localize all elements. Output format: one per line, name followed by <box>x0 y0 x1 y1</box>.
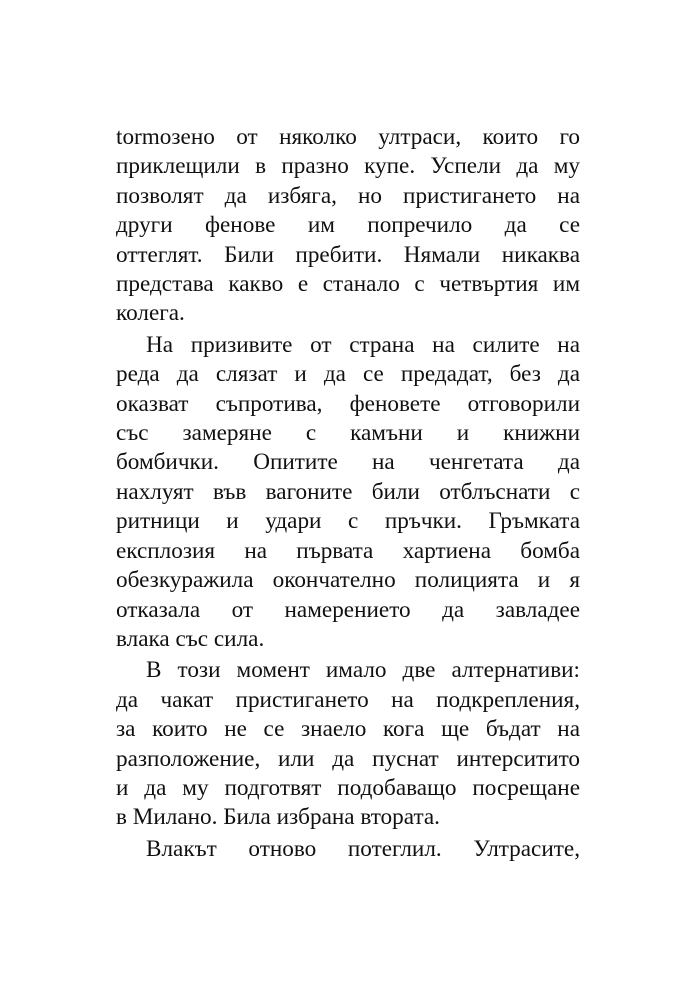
text-line: да чакат пристигането на подкрепления, <box>116 686 580 713</box>
text-line: обезкуражила окончателно полицията и я <box>116 567 580 594</box>
text-line: други фенове им попречило да се <box>116 212 580 239</box>
paragraph-2 <box>116 331 580 654</box>
text-line: Влакът отново потеглил. Ултрасите, <box>146 835 580 862</box>
text-line: за които не се знаело кога ще бъдат на <box>116 716 580 743</box>
text-line: позволят да избяга, но пристигането на <box>116 182 580 209</box>
paragraph-3 <box>116 656 580 832</box>
text-line: в Милано. Била избрана втората. <box>116 804 440 831</box>
text-line: tormозено от няколко ултраси, които го <box>116 124 580 150</box>
paragraph-1 <box>116 123 580 329</box>
text-line: представа какво е станало с четвъртия им <box>116 271 580 298</box>
text-line: и да му подготвят подобаващо посрещане <box>116 774 580 801</box>
text-line: оттеглят. Били пребити. Нямали никаква <box>116 241 580 268</box>
book-page <box>116 123 580 864</box>
text-line: На призивите от страна на силите на <box>146 331 580 358</box>
text-line: приклещили в празно купе. Успели да му <box>116 153 580 180</box>
text-line: оказват съпротива, феновете отговорили <box>116 390 580 417</box>
paragraph-4 <box>116 835 580 864</box>
text-line: отказала от намерението да завладее <box>116 596 580 623</box>
text-line: реда да слязат и да се предадат, без да <box>116 361 580 388</box>
text-line: В този момент имало две алтернативи: <box>146 657 580 684</box>
text-line: влака със сила. <box>116 625 265 652</box>
text-line: експлозия на първата хартиена бомба <box>116 537 580 564</box>
text-line: колега. <box>116 300 185 327</box>
text-line: ритници и удари с пръчки. Гръмката <box>116 508 580 535</box>
text-line: със замеряне с камъни и книжни <box>116 420 580 447</box>
text-line: нахлуят във вагоните били отблъснати с <box>116 478 580 505</box>
text-line: разположение, или да пуснат интерситито <box>116 745 580 772</box>
text-line: бомбички. Опитите на ченгетата да <box>116 449 580 476</box>
